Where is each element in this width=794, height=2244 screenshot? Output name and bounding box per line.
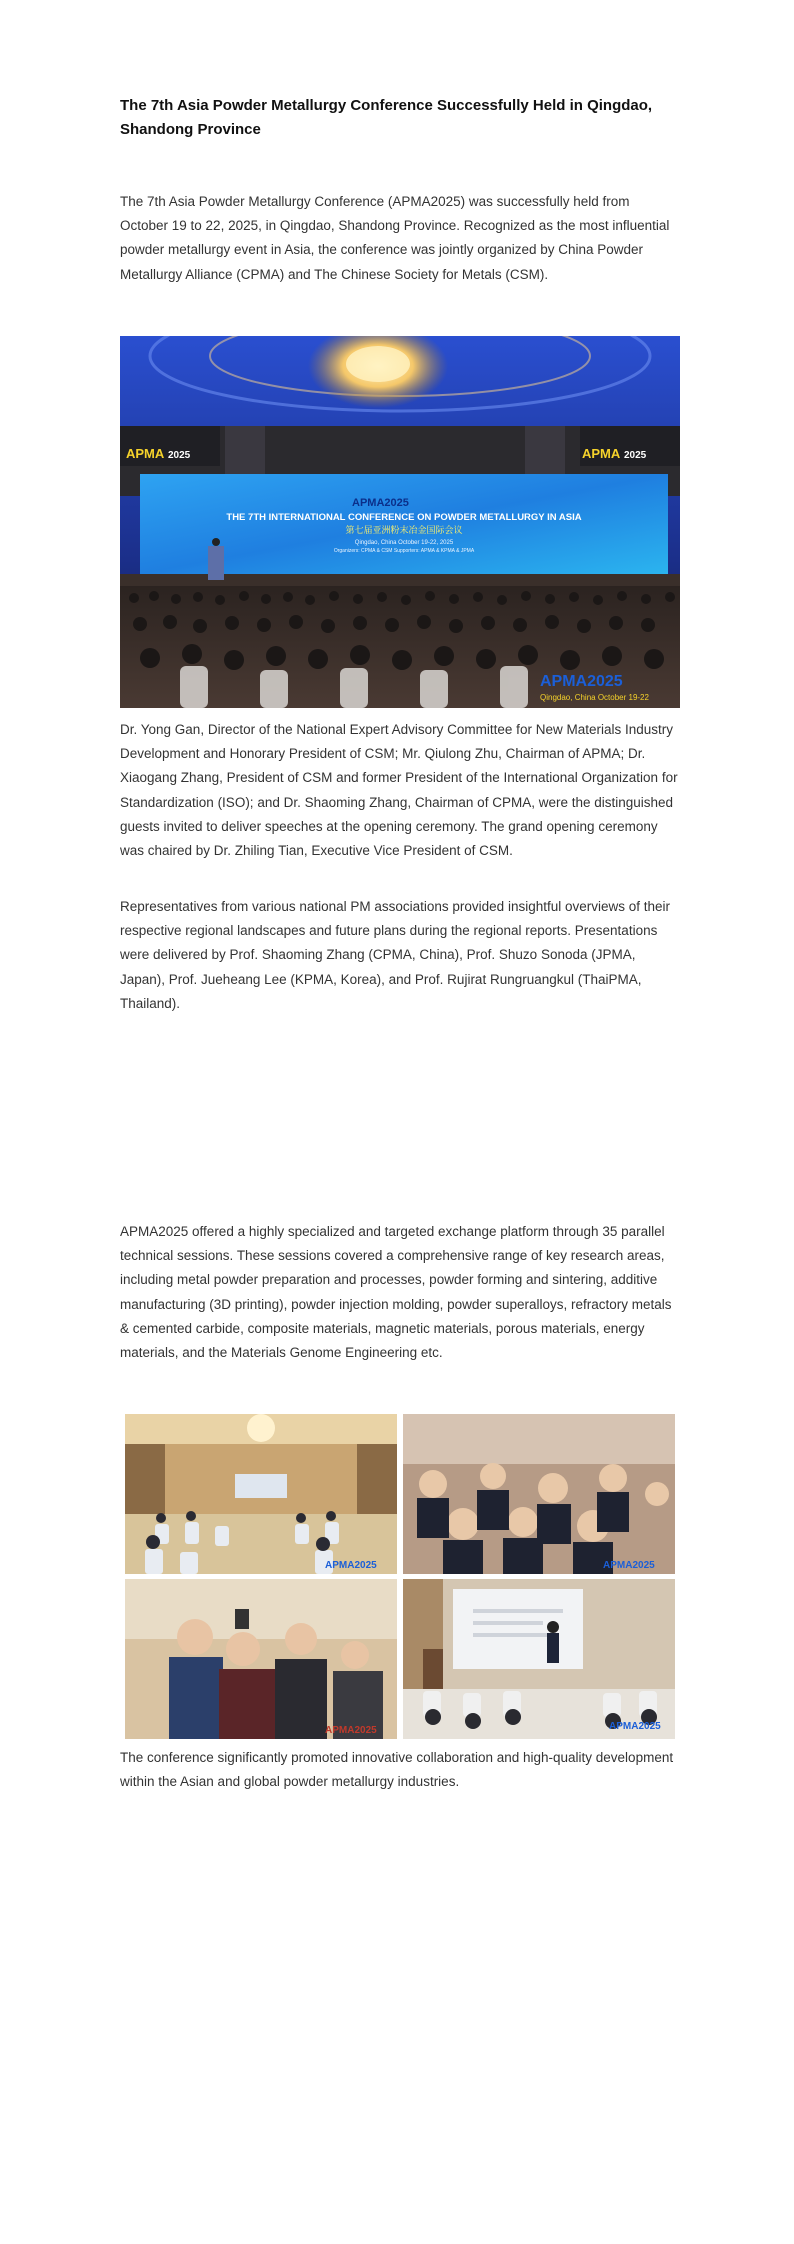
article-title: The 7th Asia Powder Metallurgy Conference Successfully Held in Qingdao, Shandong Province [120,97,653,138]
hero-logo-left-year: 2025 [168,450,191,461]
screen-logo: APMA2025 [352,497,409,509]
hero-logo-right: APMA [582,446,621,461]
screen-subtitle-cn: 第七届亚洲粉末冶金国际会议 [345,525,463,535]
grid-watermark-2: APMA2025 [603,1560,655,1571]
screen-organizers: Organizers: CPMA & CSM Supporters: APMA & KPMA & JPMA [333,548,475,554]
session-hall-photo [125,1414,397,1574]
grid-watermark-1: APMA2025 [325,1560,377,1571]
podium [208,546,224,580]
hero-logo-right-year: 2025 [624,450,647,461]
paragraph-conclusion: The conference significantly promoted innovative collaboration and high-quality development within the Asian and global powder metallurgy industries. [120,1750,674,1790]
speaker-presentation-photo [403,1579,675,1739]
paragraph-technical-sessions: APMA2025 offered a highly specialized and targeted exchange platform through 35 parallel technical sessions. These sessions covered a comprehensive range of key research areas, including metal powder preparation and processes, powder forming and sintering, additive manufacturing (3D printing), powder injection molding, powder superalloys, refractory metals & cemented carbide, composite materials, magnetic materials, porous materials, energy materials, and the Materials Genome Engineering etc. [120,1224,672,1361]
screen-title: THE 7TH INTERNATIONAL CONFERENCE ON POWDER METALLURGY IN ASIA [226,512,582,523]
hero-corner-caption: Qingdao, China October 19-22 [540,693,649,702]
hero-corner-logo: APMA2025 [540,673,623,690]
attendees-photographing-photo [125,1579,397,1739]
audience-closeup-photo [403,1414,675,1574]
hero-logo-left: APMA [126,446,165,461]
session-photo-grid [125,1414,675,1738]
grid-watermark-4: APMA2025 [609,1721,661,1732]
opening-ceremony-photo [120,336,680,708]
paragraph-regional-reports: Representatives from various national PM associations provided insightful overviews of their respective regional landscapes and future plans during the regional reports. Presentations were delivered by Prof. Shaoming Zhang (CPMA, China), Prof. Shuzo Sonoda (JPMA, Japan), Prof. Jueheang Lee (KPMA, Korea), and Prof. Rujirat Rungruangkul (ThaiPMA, Thailand). [120,899,671,1011]
paragraph-intro: The 7th Asia Powder Metallurgy Conference (APMA2025) was successfully held from October 19 to 22, 2025, in Qingdao, Shandong Province. Recognized as the most influential powder metallurgy event in Asia, the conference was jointly organized by China Powder Metallurgy Alliance (CPMA) and The Chinese Society for Metals (CSM). [120,194,670,282]
grid-watermark-3: APMA2025 [325,1725,377,1736]
paragraph-opening-ceremony: Dr. Yong Gan, Director of the National Expert Advisory Committee for New Materials Industry Development and Honorary President of CSM; Mr. Qiulong Zhu, Chairman of APMA; Dr. Xiaogang Zhang, President of CSM and former President of the International Organization for Standardization (ISO); and Dr. Shaoming Zhang, Chairman of CPMA, were the distinguished guests invited to deliver speeches at the opening ceremony. The grand opening ceremony was chaired by Dr. Zhiling Tian, Executive Vice President of CSM. [120,722,678,859]
screen-date: Qingdao, China October 19-22, 2025 [354,540,454,546]
phone-camera [235,1609,249,1629]
